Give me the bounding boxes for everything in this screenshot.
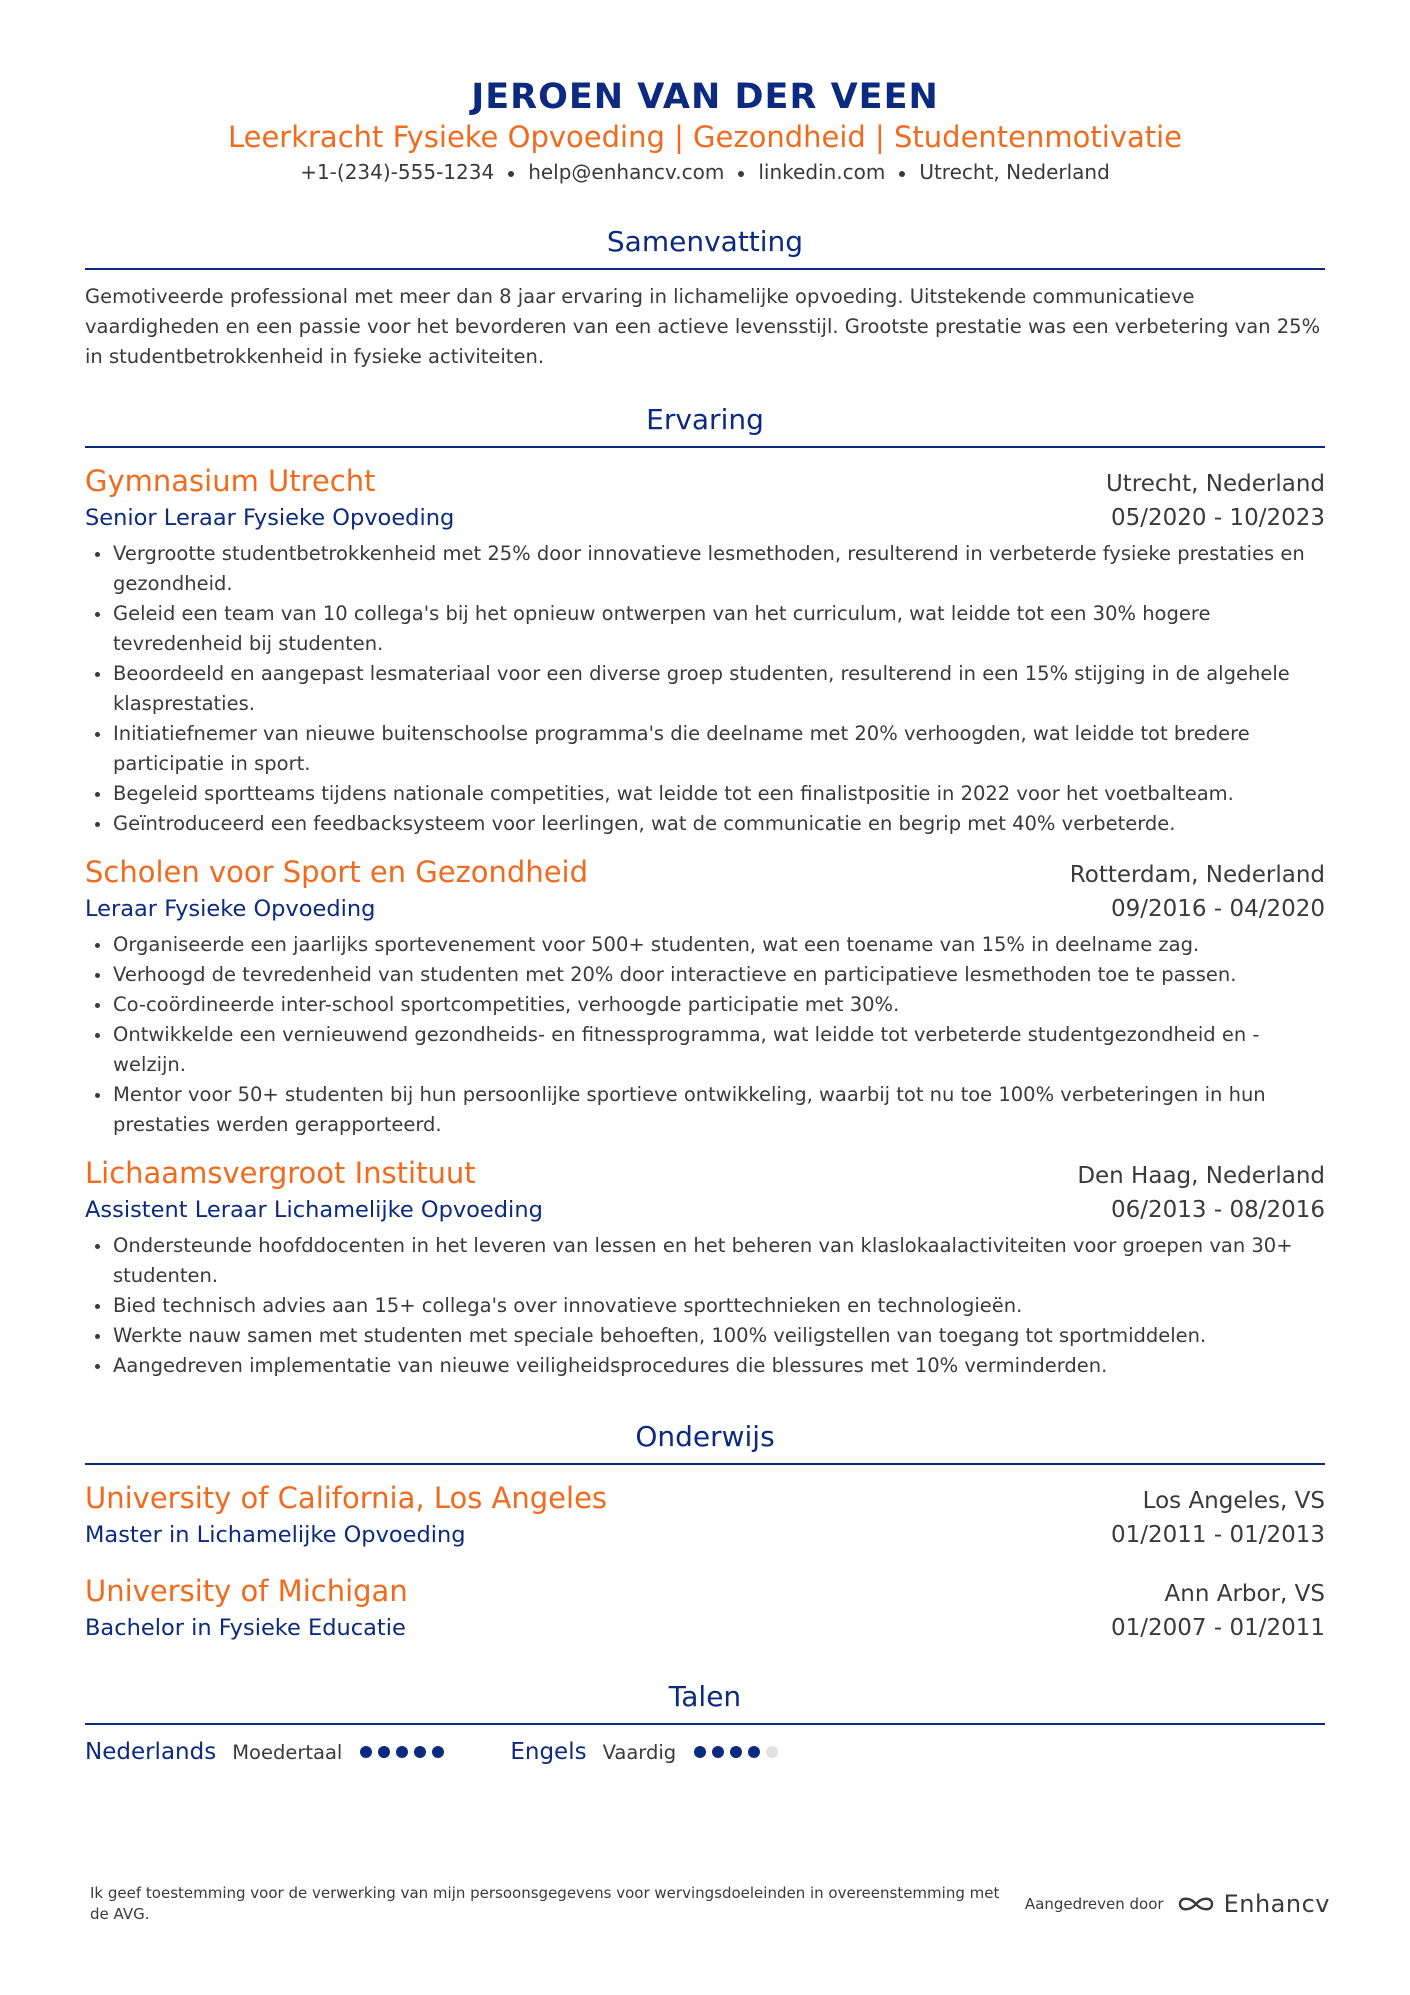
school-name: University of Michigan [85,1574,408,1608]
rating-dot-filled [748,1746,760,1758]
languages-section [85,1679,1325,1765]
achievement-list [85,930,1325,1140]
achievement-item: Aangedreven implementatie van nieuwe veiligheidsprocedures die blessures met 10% verminderden. [85,1351,1325,1381]
employer-location: Den Haag, Nederland [1077,1163,1325,1189]
language-level: Moedertaal [232,1740,343,1764]
section-title-languages: Talen [85,1679,1325,1725]
experience-entry [85,1154,1325,1381]
achievement-list [85,1231,1325,1381]
job-title: Assistent Leraar Lichamelijke Opvoeding [85,1197,543,1223]
achievement-item: Begeleid sportteams tijdens nationale competities, wat leidde tot een finalistpositie in 2022 voor het voetbalteam. [85,779,1325,809]
achievement-item: Organiseerde een jaarlijks sportevenement voor 500+ studenten, wat een toename van 15% in deelname zag. [85,930,1325,960]
employer-location: Rotterdam, Nederland [1069,862,1325,888]
employer-location: Utrecht, Nederland [1105,471,1325,497]
education-section [85,1419,1325,1645]
employer-name: Scholen voor Sport en Gezondheid [85,855,589,889]
summary-text: Gemotiveerde professional met meer dan 8 jaar ervaring in lichamelijke opvoeding. Uitstekende communicatieve vaardigheden en een passie voor het bevorderen van een actieve levensstijl. Grootste prestatie was een verbetering van 25% in studentbetrokkenheid in fysieke activiteiten. [85,285,1321,368]
job-dates: 06/2013 - 08/2016 [1110,1197,1325,1223]
achievement-item: Ontwikkelde een vernieuwend gezondheids- en fitnessprogramma, wat leidde tot verbeterde studentgezondheid en -welzijn. [85,1020,1325,1080]
section-title-summary: Samenvatting [85,224,1325,270]
rating-dot-filled [378,1746,390,1758]
job-title: Senior Leraar Fysieke Opvoeding [85,505,455,531]
achievement-item: Initiatiefnemer van nieuwe buitenschoolse programma's die deelname met 20% verhoogden, wat leidde tot bredere participatie in sport. [85,719,1325,779]
phone: +1-(234)-555-1234 [300,160,495,184]
separator-dot [899,171,905,177]
resume-page [85,0,1325,1765]
experience-entry [85,853,1325,1140]
job-dates: 09/2016 - 04/2020 [1110,896,1325,922]
rating-dot-filled [730,1746,742,1758]
summary-section [85,224,1325,372]
experience-entry [85,462,1325,839]
language-name: Nederlands [85,1739,217,1765]
rating-dot-filled [414,1746,426,1758]
gdpr-consent: Ik geef toestemming voor de verwerking van mijn persoonsgegevens voor wervingsdoeleinden in overeenstemming met de AVG. [90,1884,1000,1923]
language-item [510,1739,784,1765]
employer-name: Lichaamsvergroot Instituut [85,1156,476,1190]
powered-by-label: Aangedreven door [1024,1895,1164,1913]
enhancv-brand: Enhancv [1223,1890,1330,1918]
headline: Leerkracht Fysieke Opvoeding | Gezondheid | Studentenmotivatie [227,120,1183,154]
degree: Master in Lichamelijke Opvoeding [85,1522,466,1548]
education-dates: 01/2007 - 01/2011 [1110,1615,1325,1641]
language-rating [694,1746,784,1758]
achievement-item: Werkte nauw samen met studenten met speciale behoeften, 100% veiligstellen van toegang tot sportmiddelen. [85,1321,1325,1351]
candidate-name: JEROEN VAN DER VEEN [471,77,939,117]
separator-dot [738,171,744,177]
section-title-experience: Ervaring [85,402,1325,448]
education-dates: 01/2011 - 01/2013 [1110,1522,1325,1548]
achievement-item: Bied technisch advies aan 15+ collega's over innovatieve sporttechnieken en technologieën. [85,1291,1325,1321]
location: Utrecht, Nederland [919,160,1110,184]
powered-by[interactable] [1025,1890,1330,1918]
achievement-item: Beoordeeld en aangepast lesmateriaal voor een diverse groep studenten, resulterend in een 15% stijging in de algehele klasprestaties. [85,659,1325,719]
language-rating [360,1746,450,1758]
rating-dot-filled [360,1746,372,1758]
rating-dot-filled [432,1746,444,1758]
email-link[interactable]: help@enhancv.com [528,160,725,184]
rating-dot-empty [766,1746,778,1758]
rating-dot-filled [712,1746,724,1758]
languages-list [85,1739,1325,1765]
education-entry [85,1479,1325,1552]
rating-dot-filled [396,1746,408,1758]
school-location: Los Angeles, VS [1142,1488,1325,1514]
enhancv-logo-icon [1176,1893,1216,1915]
job-title: Leraar Fysieke Opvoeding [85,896,376,922]
separator-dot [508,171,514,177]
achievement-item: Ondersteunde hoofddocenten in het leveren van lessen en het beheren van klaslokaalactiviteiten voor groepen van 30+ studenten. [85,1231,1325,1291]
degree: Bachelor in Fysieke Educatie [85,1615,406,1641]
linkedin-link[interactable]: linkedin.com [758,160,886,184]
achievement-item: Geleid een team van 10 collega's bij het opnieuw ontwerpen van het curriculum, wat leidde tot een 30% hogere tevredenheid bij studenten. [85,599,1325,659]
resume-header [85,0,1325,186]
language-item [85,1739,450,1765]
experience-section [85,402,1325,1381]
language-name: Engels [510,1739,587,1765]
language-level: Vaardig [602,1740,677,1764]
achievement-list [85,539,1325,839]
section-title-education: Onderwijs [85,1419,1325,1465]
achievement-item: Co-coördineerde inter-school sportcompetities, verhoogde participatie met 30%. [85,990,1325,1020]
education-entry [85,1572,1325,1645]
achievement-item: Vergrootte studentbetrokkenheid met 25% door innovatieve lesmethoden, resulterend in verbeterde fysieke prestaties en gezondheid. [85,539,1325,599]
employer-name: Gymnasium Utrecht [85,464,376,498]
page-footer [90,1883,1330,1925]
school-name: University of California, Los Angeles [85,1481,608,1515]
rating-dot-filled [694,1746,706,1758]
school-location: Ann Arbor, VS [1164,1581,1325,1607]
job-dates: 05/2020 - 10/2023 [1110,505,1325,531]
achievement-item: Verhoogd de tevredenheid van studenten met 20% door interactieve en participatieve lesmethoden toe te passen. [85,960,1325,990]
achievement-item: Geïntroduceerd een feedbacksysteem voor leerlingen, wat de communicatie en begrip met 40% verbeterde. [85,809,1325,839]
achievement-item: Mentor voor 50+ studenten bij hun persoonlijke sportieve ontwikkeling, waarbij tot nu toe 100% verbeteringen in hun prestaties werden gerapporteerd. [85,1080,1325,1140]
contact-line [85,158,1325,186]
